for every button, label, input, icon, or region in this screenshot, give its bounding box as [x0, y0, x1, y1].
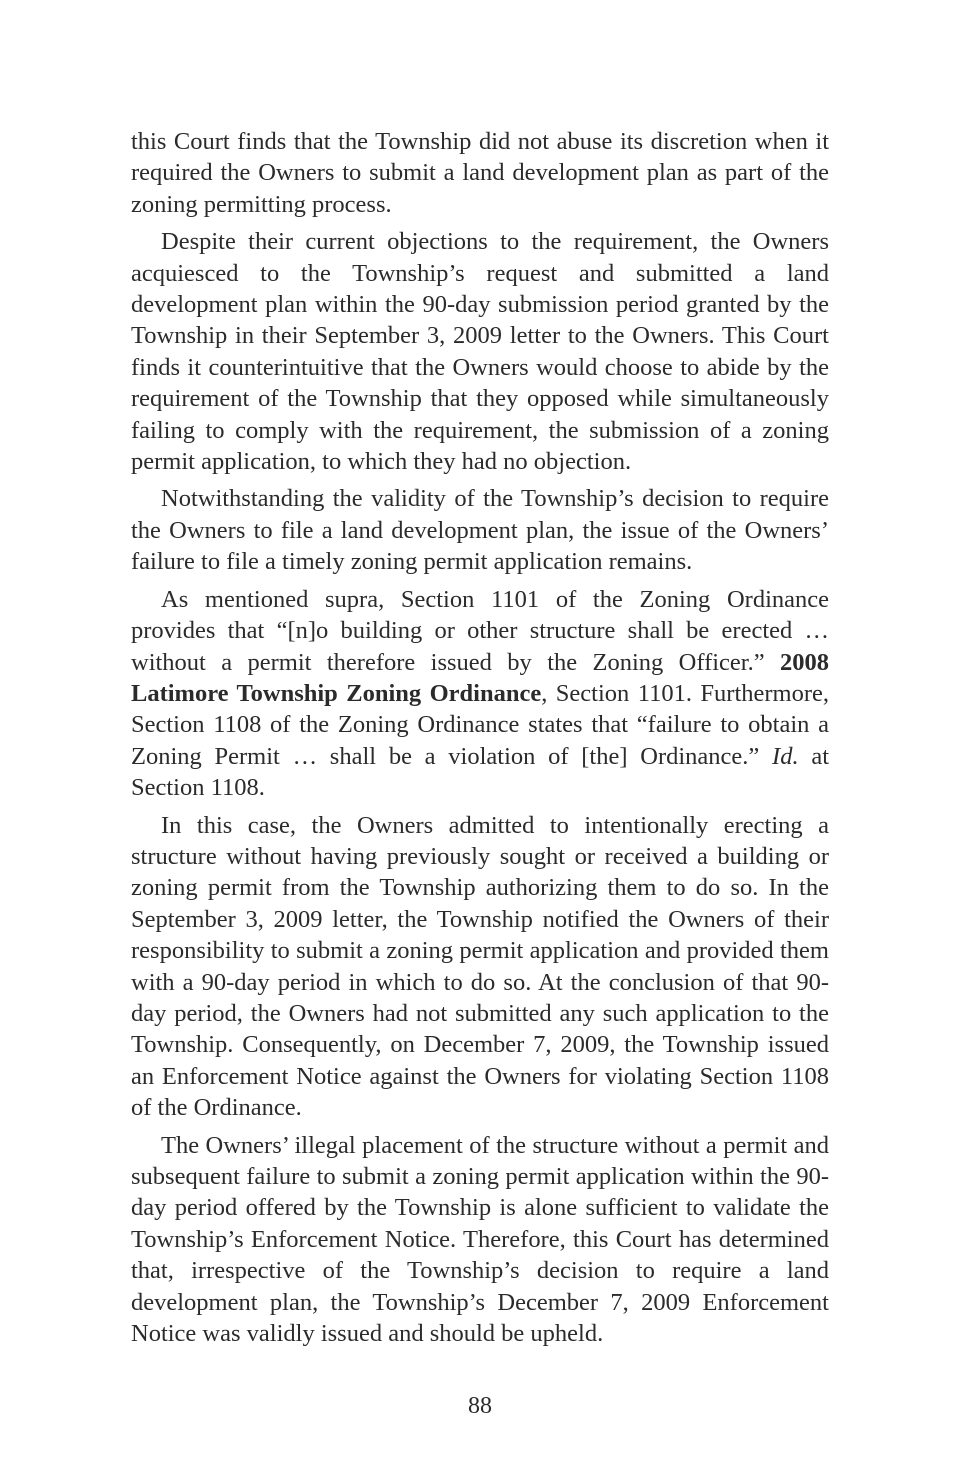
paragraph-2: Despite their current objections to the requirement, the Owners acquiesced to the Township’s request and submitted a land development plan within the 90-day submission period granted by the Township in their September 3, 2009 letter to the Owners. This Court finds it counterintuitive that the Owners would choose to abide by the requirement of the Township that they opposed while simultaneously failing to comply with the requirement, the submission of a zoning permit application, to which they had no objection. [131, 228, 829, 476]
body-text [131, 126, 829, 1355]
ordinance-citation: 2008 Latimore Township Zoning Ordinance [131, 648, 829, 707]
paragraph-4 [131, 584, 829, 804]
paragraph-4-text-a: As mentioned supra, Section 1101 of the Zoning Ordinance provides that “[n]o building or other structure shall be erected … without a permit therefore issued by the Zoning Officer.” [131, 585, 829, 676]
paragraph-4-text-c: at Section 1108. [131, 742, 829, 802]
paragraph-3: Notwithstanding the validity of the Township’s decision to require the Owners to file a land development plan, the issue of the Owners’ failure to file a timely zoning permit application remains. [131, 485, 829, 576]
id-citation: Id. [772, 742, 799, 770]
paragraph-4-text-b: , Section 1101. Furthermore, Section 1108 of the Zoning Ordinance states that “failure to obtain a Zoning Permit … shall be a violation of [the] Ordinance.” [131, 679, 829, 770]
page-number: 88 [468, 1393, 492, 1419]
paragraph-1: this Court finds that the Township did not abuse its discretion when it required the Owners to submit a land development plan as part of the zoning permitting process. [131, 128, 829, 218]
paragraph-5: In this case, the Owners admitted to intentionally erecting a structure without having previously sought or received a building or zoning permit from the Township authorizing them to do so. In the September 3, 2009 letter, the Township notified the Owners of their responsibility to submit a zoning permit application and provided them with a 90-day period in which to do so. At the conclusion of that 90-day period, the Owners had not submitted any such application to the Township. Consequently, on December 7, 2009, the Township issued an Enforcement Notice against the Owners for violating Section 1108 of the Ordinance. [131, 811, 829, 1122]
paragraph-6: The Owners’ illegal placement of the structure without a permit and subsequent failure to submit a zoning permit application within the 90-day period offered by the Township is alone sufficient to validate the Township’s Enforcement Notice. Therefore, this Court has determined that, irrespective of the Township’s decision to require a land development plan, the Township’s December 7, 2009 Enforcement Notice was validly issued and should be upheld. [131, 1131, 829, 1348]
